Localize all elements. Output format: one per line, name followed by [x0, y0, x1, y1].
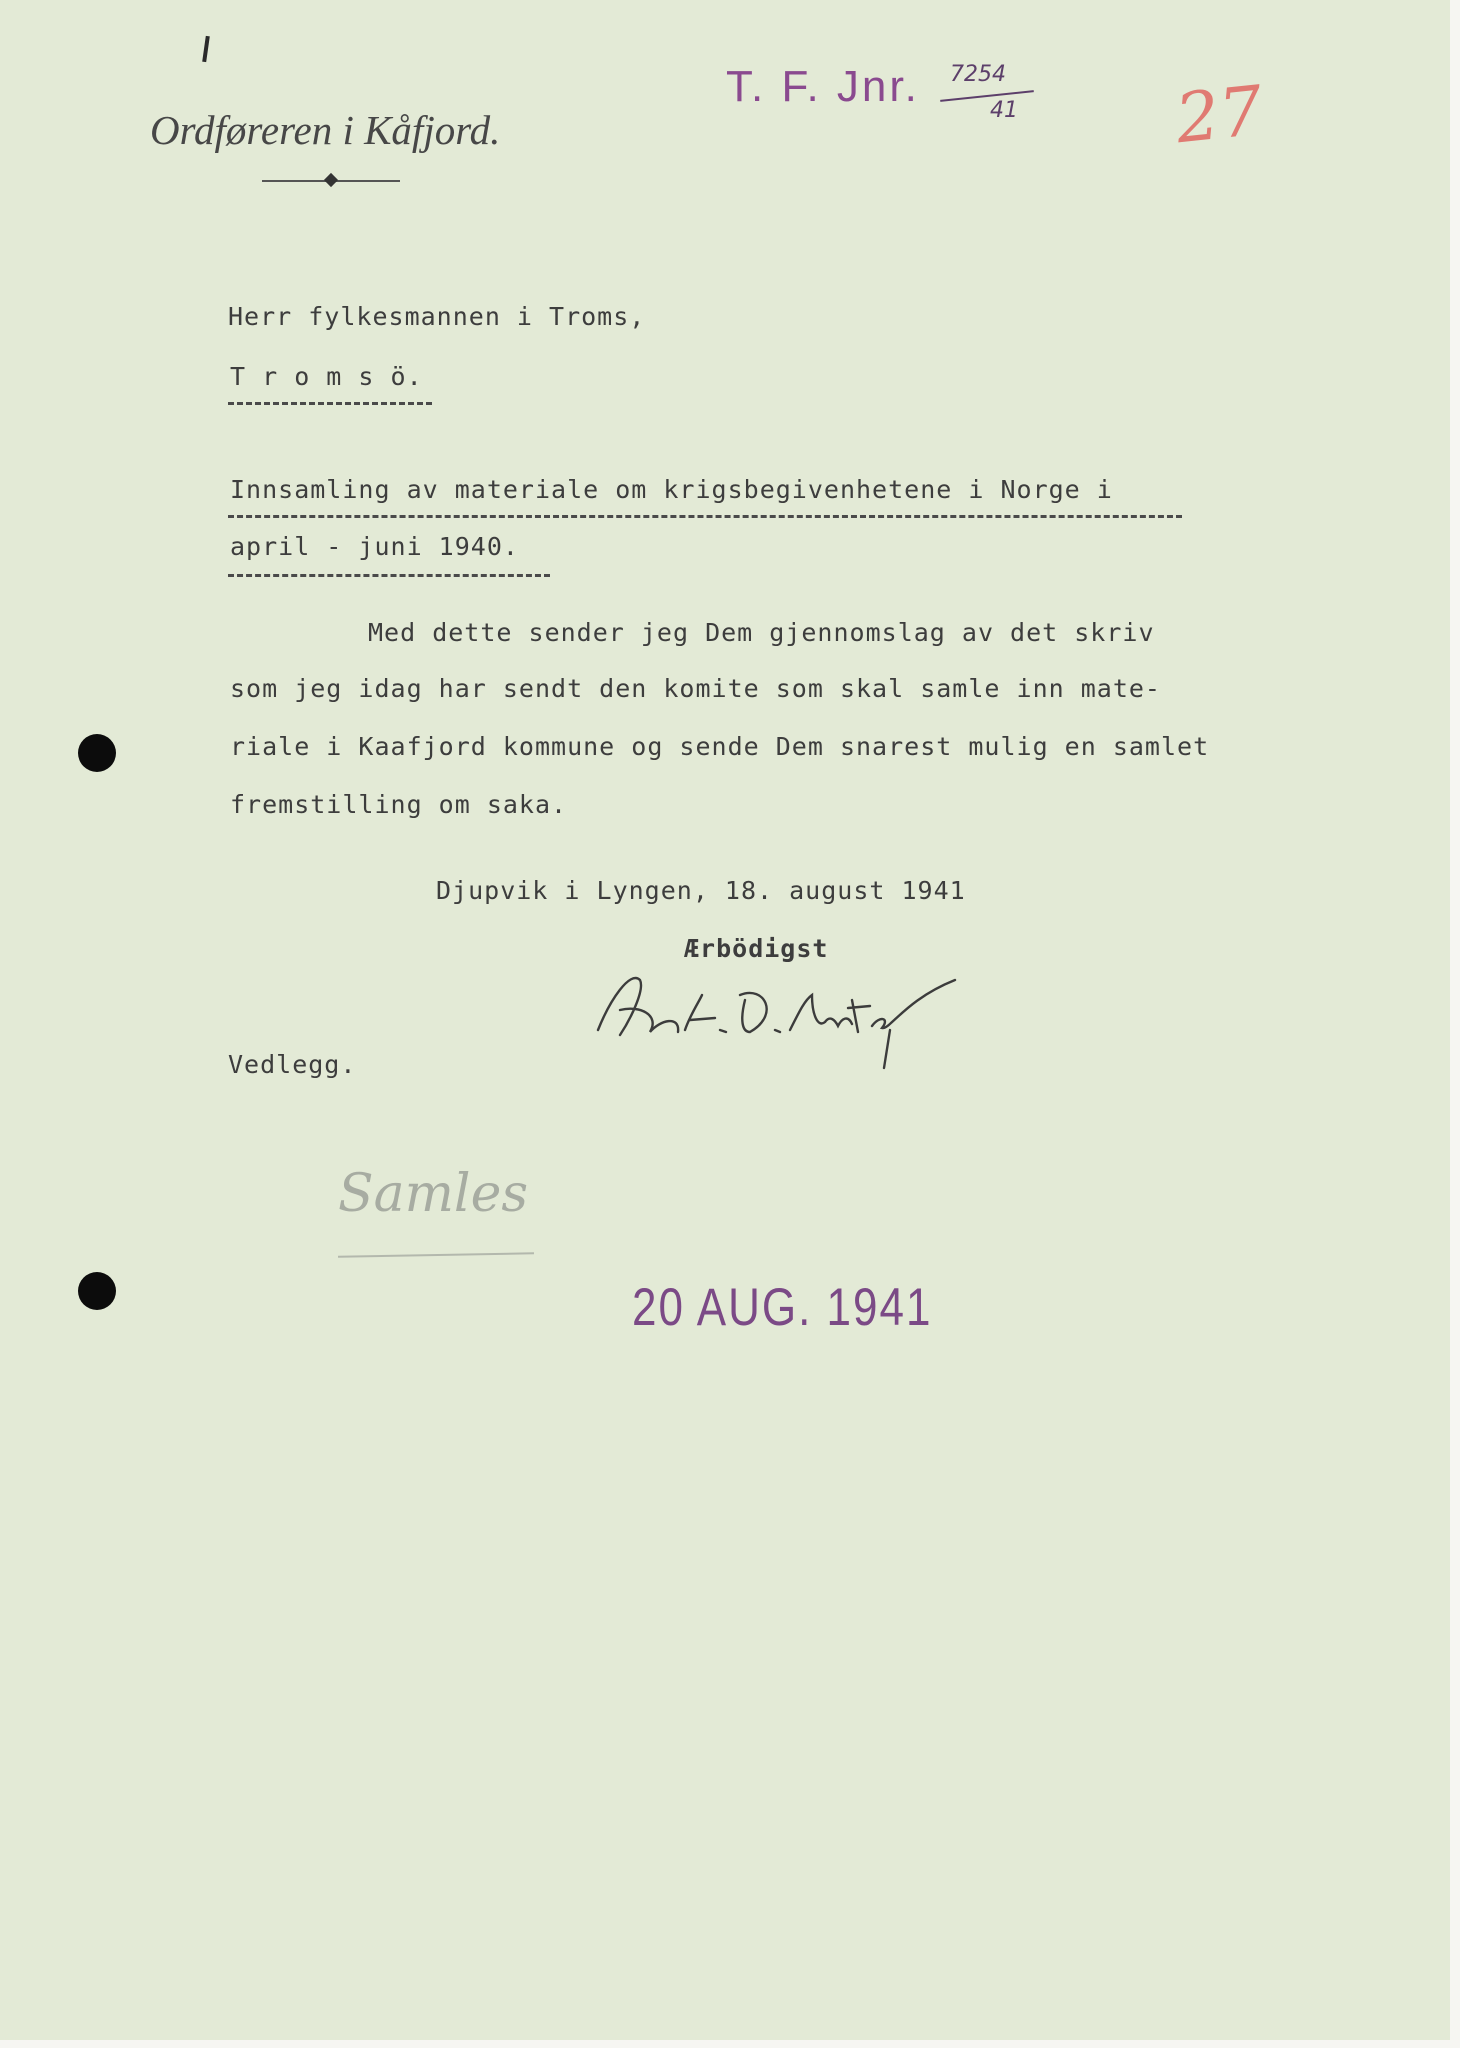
pencil-note: Samles	[338, 1164, 529, 1224]
punch-hole-upper	[78, 734, 116, 772]
folio-number: 27	[1172, 71, 1267, 160]
letterhead-title: Ordføreren i Kåfjord.	[150, 107, 501, 153]
pen-tick-mark	[202, 36, 210, 62]
address-recipient: Herr fylkesmannen i Troms,	[228, 302, 646, 331]
body-line-3: riale i Kaafjord kommune og sende Dem snarest mulig en samlet	[230, 732, 1210, 761]
enclosure-note: Vedlegg.	[228, 1050, 357, 1079]
journal-fraction-line	[940, 90, 1034, 102]
subject-underline-1	[228, 515, 1182, 518]
handwritten-signature	[590, 960, 960, 1080]
journal-stamp-label: T. F. Jnr.	[726, 62, 920, 111]
body-line-1: Med dette sender jeg Dem gjennomslag av det skriv	[368, 618, 1155, 647]
pencil-note-underline	[338, 1252, 534, 1257]
subject-line-2: april - juni 1940.	[230, 532, 519, 561]
closing: Ærbödigst	[684, 934, 829, 963]
address-city: T r o m s ö.	[230, 362, 423, 391]
received-date-stamp: 20 AUG. 1941	[632, 1278, 933, 1337]
letterhead-diamond	[324, 173, 338, 187]
body-line-2: som jeg idag har sendt den komite som skal samle inn mate-	[230, 674, 1161, 703]
punch-hole-lower	[78, 1272, 116, 1310]
subject-underline-2	[228, 574, 550, 577]
journal-year: 41	[990, 98, 1018, 123]
address-city-underline	[228, 402, 432, 405]
place-date: Djupvik i Lyngen, 18. august 1941	[436, 876, 966, 905]
body-line-4: fremstilling om saka.	[230, 790, 568, 819]
journal-number: 7254	[950, 62, 1006, 87]
subject-line-1: Innsamling av materiale om krigsbegivenhetene i Norge i	[230, 475, 1113, 504]
